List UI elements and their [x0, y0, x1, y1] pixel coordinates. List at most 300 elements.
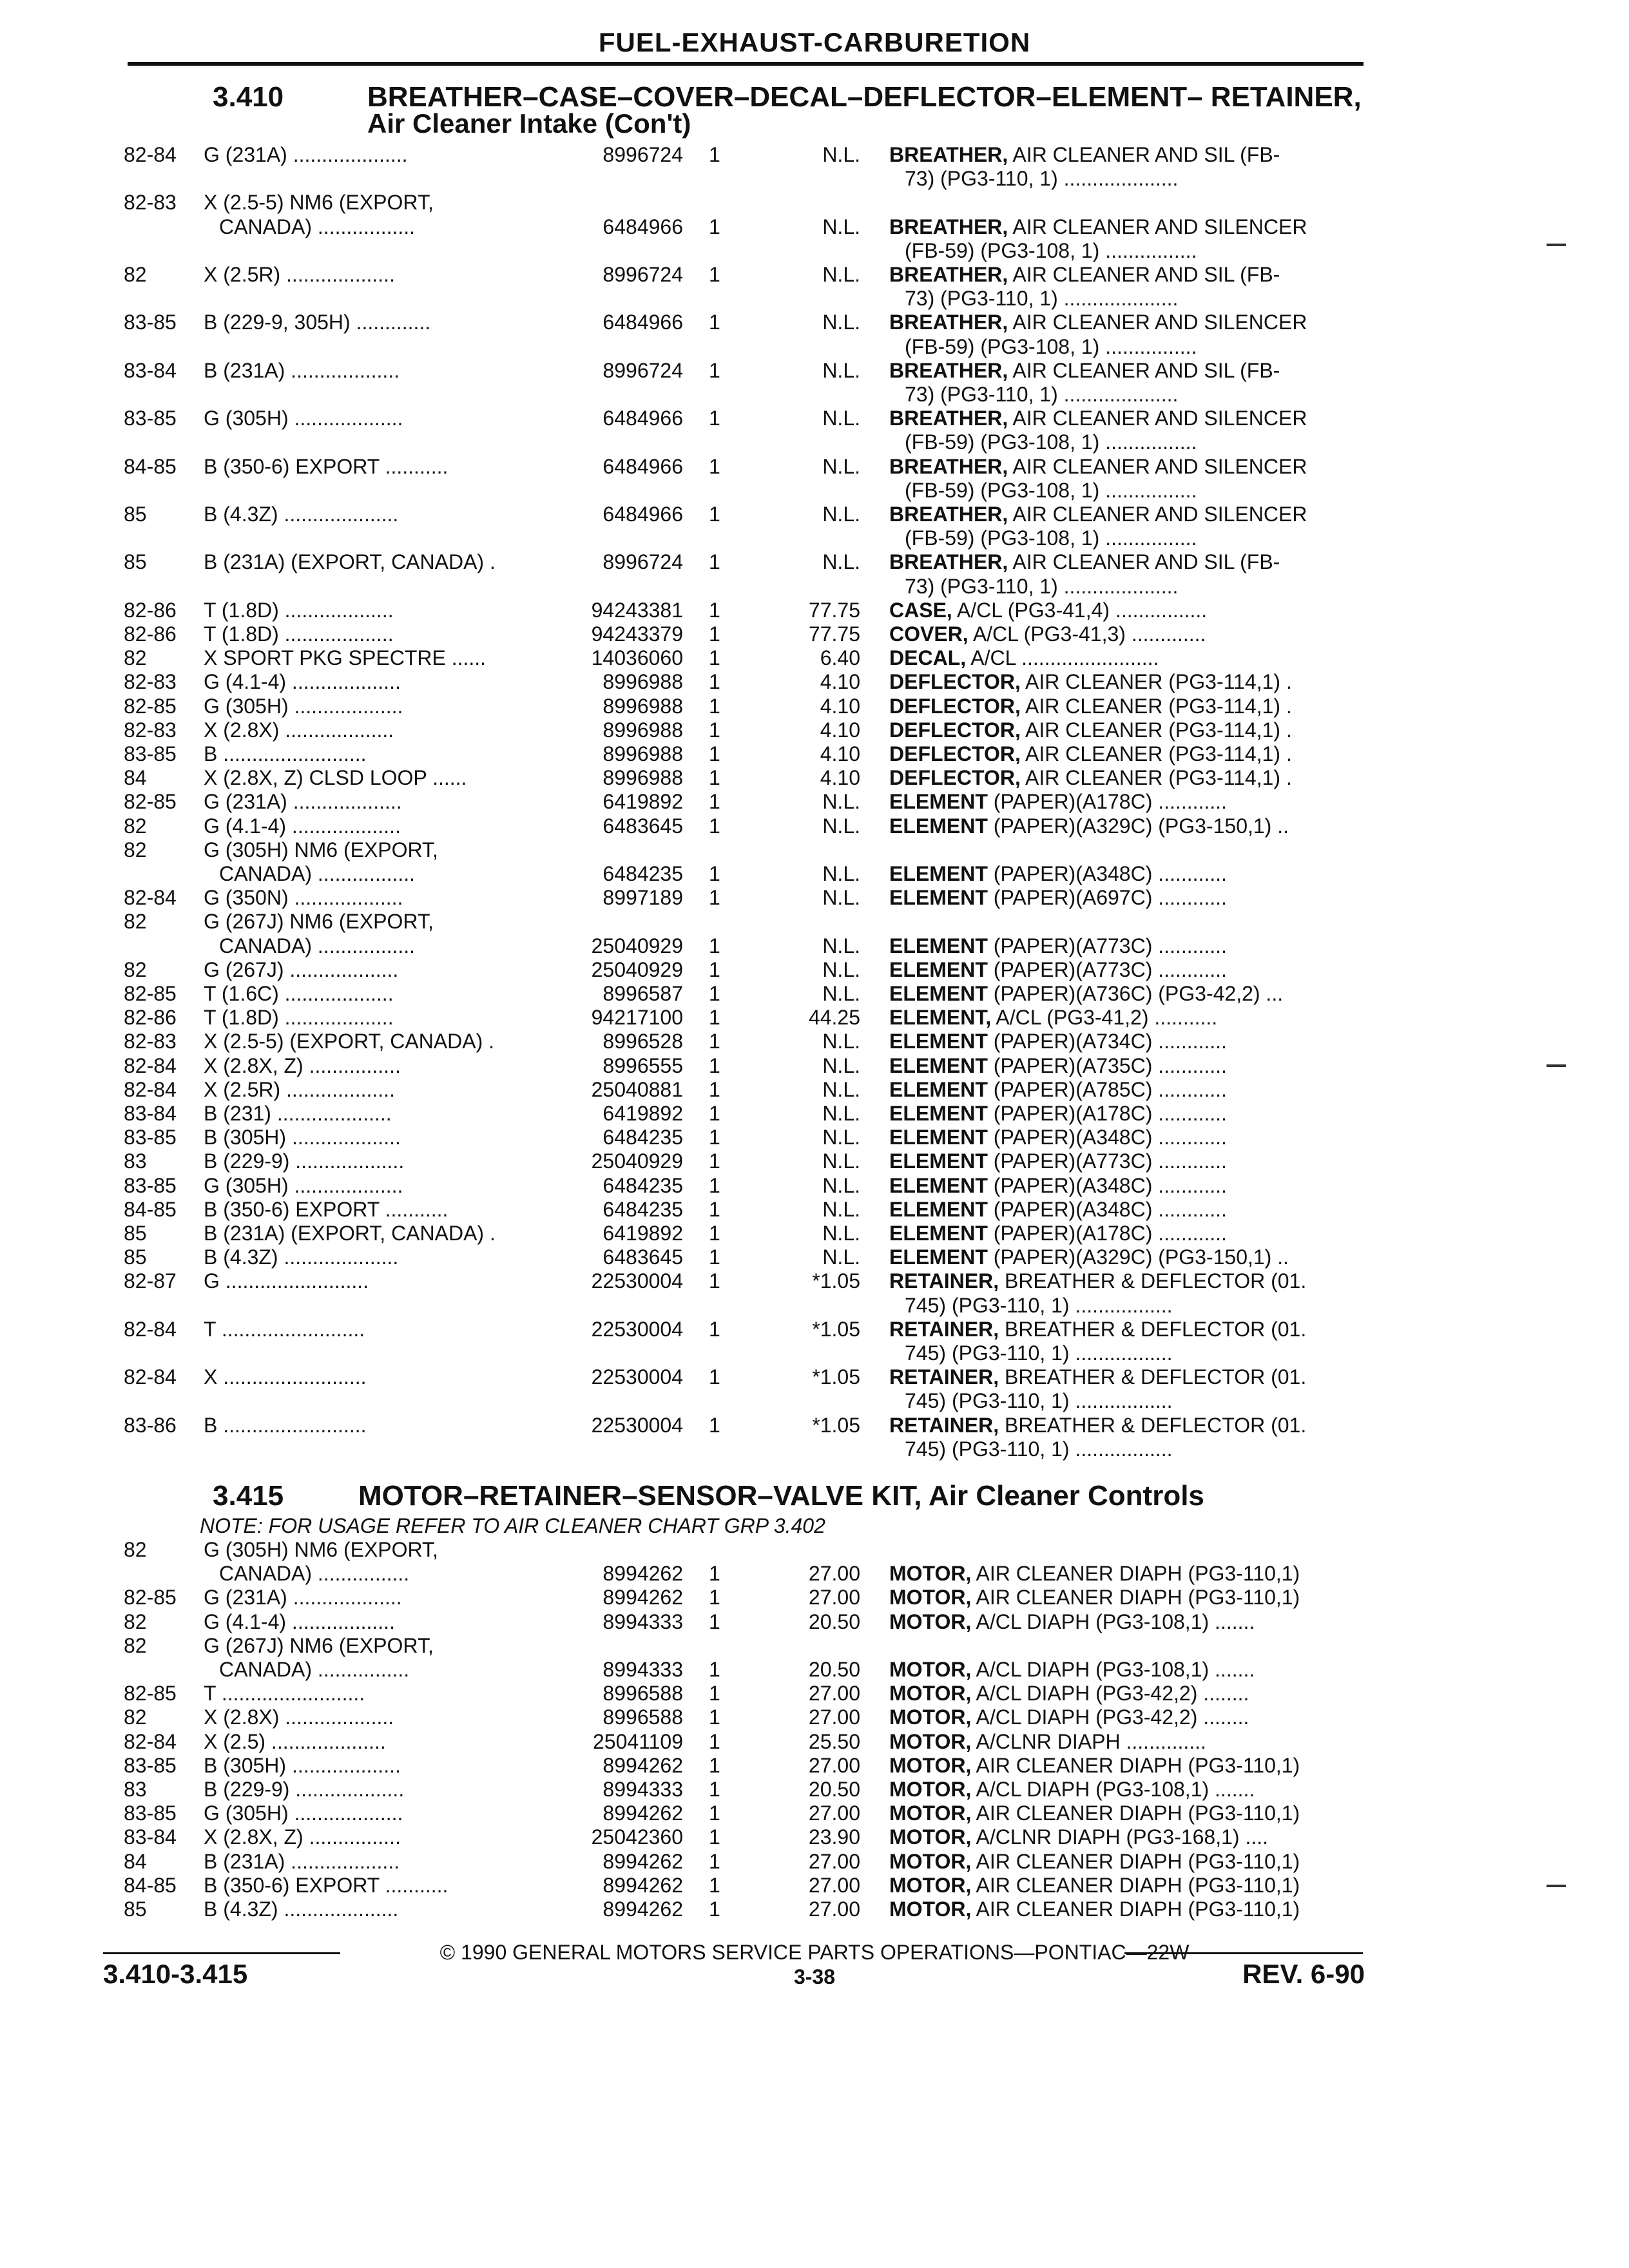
part-number: 8994262	[602, 1849, 683, 1873]
usage-description: G (231A) ...................	[204, 790, 402, 814]
part-number: 8996988	[602, 694, 683, 718]
part-name-keyword: COVER,	[889, 622, 969, 646]
quantity: 1	[709, 742, 720, 765]
part-name: MOTOR, AIR CLEANER DIAPH (PG3-110,1)	[889, 1562, 1300, 1586]
table-row	[0, 550, 1629, 598]
footer-page-number: 3-38	[793, 1965, 836, 1988]
model-years: 82-85	[124, 1586, 177, 1610]
price: N.L.	[822, 1030, 860, 1053]
part-name: ELEMENT (PAPER)(A348C) ............	[889, 1126, 1227, 1149]
quantity: 1	[709, 1053, 720, 1077]
usage-description: G (231A) ...................	[204, 1586, 402, 1610]
part-number: 6484966	[602, 454, 683, 478]
part-name: ELEMENT (PAPER)(A734C) ............	[889, 1030, 1227, 1053]
model-years: 85	[124, 1245, 147, 1269]
table-row	[0, 910, 1629, 957]
part-name: BREATHER, AIR CLEANER AND SILENCER	[889, 311, 1307, 334]
part-number: 25040881	[591, 1077, 683, 1101]
part-number: 8996988	[602, 718, 683, 742]
part-name: BREATHER, AIR CLEANER AND SIL (FB-	[889, 263, 1280, 286]
quantity: 1	[709, 1006, 720, 1030]
part-name: 745) (PG3-110, 1) .................	[905, 1437, 1173, 1461]
model-years: 85	[124, 1898, 147, 1921]
usage-description: G (267J) ...................	[204, 957, 399, 981]
quantity: 1	[709, 550, 720, 574]
table-row	[0, 1586, 1629, 1610]
part-name: MOTOR, A/CL DIAPH (PG3-108,1) .......	[889, 1657, 1255, 1681]
model-years: 82-84	[124, 143, 177, 166]
usage-description: T .........................	[204, 1682, 365, 1706]
part-number: 8994333	[602, 1657, 683, 1681]
usage-description: G (305H) ...................	[204, 407, 403, 430]
price: 4.10	[820, 694, 860, 718]
part-name-keyword: ELEMENT	[889, 814, 988, 838]
price: 27.00	[808, 1562, 860, 1586]
price: N.L.	[822, 454, 860, 478]
price: N.L.	[822, 1102, 860, 1125]
part-name: 73) (PG3-110, 1) ....................	[905, 287, 1179, 311]
usage-description: G (350N) ...................	[204, 886, 403, 910]
part-name-keyword: BREATHER,	[889, 263, 1008, 286]
table-row	[0, 1030, 1629, 1053]
part-number: 6484966	[602, 503, 683, 526]
model-years: 82	[124, 1706, 147, 1729]
table-row	[0, 958, 1629, 982]
price: N.L.	[822, 886, 860, 910]
quantity: 1	[709, 622, 720, 646]
usage-description: G (231A) ....................	[204, 143, 408, 166]
usage-description: X (2.8X, Z) ................	[204, 1053, 401, 1077]
part-number: 25040929	[591, 957, 683, 981]
part-number: 6419892	[602, 1222, 683, 1245]
model-years: 83-85	[124, 742, 177, 765]
usage-description: G (267J) NM6 (EXPORT,	[204, 910, 434, 934]
part-name: ELEMENT (PAPER)(A178C) ............	[889, 1222, 1227, 1245]
usage-description: T (1.6C) ...................	[204, 982, 394, 1005]
model-years: 82-84	[124, 1317, 177, 1341]
part-number: 8996988	[602, 670, 683, 694]
table-row	[0, 1538, 1629, 1586]
usage-description: T (1.8D) ...................	[204, 598, 394, 622]
part-name-keyword: MOTOR,	[889, 1802, 972, 1825]
usage-description: T .........................	[204, 1317, 365, 1341]
part-name: ELEMENT (PAPER)(A348C) ............	[889, 861, 1227, 885]
quantity: 1	[709, 1586, 720, 1610]
quantity: 1	[709, 1657, 720, 1681]
usage-description: B (231A) ...................	[204, 358, 400, 382]
part-name-keyword: DEFLECTOR,	[889, 670, 1021, 694]
quantity: 1	[709, 1825, 720, 1849]
price: 4.10	[820, 766, 860, 790]
price: 4.10	[820, 670, 860, 694]
price: 20.50	[808, 1610, 860, 1633]
quantity: 1	[709, 1729, 720, 1753]
usage-description: B (350-6) EXPORT ...........	[204, 454, 448, 478]
part-name: DECAL, A/CL ........................	[889, 646, 1159, 670]
part-name-keyword: ELEMENT	[889, 1245, 988, 1269]
part-number: 8996587	[602, 982, 683, 1005]
model-years: 83-85	[124, 1173, 177, 1197]
part-name-keyword: MOTOR,	[889, 1873, 972, 1897]
part-name-keyword: RETAINER,	[889, 1365, 999, 1389]
model-years: 84-85	[124, 1197, 177, 1221]
part-name-keyword: ELEMENT	[889, 1149, 988, 1173]
part-name-keyword: ELEMENT	[889, 1030, 988, 1053]
part-number: 8994333	[602, 1778, 683, 1801]
usage-description: B (231A) (EXPORT, CANADA) .	[204, 1222, 496, 1245]
part-number: 8996988	[602, 766, 683, 790]
quantity: 1	[709, 1197, 720, 1221]
model-years: 83-84	[124, 1102, 177, 1125]
part-name-keyword: MOTOR,	[889, 1682, 972, 1706]
part-number: 8994262	[602, 1753, 683, 1777]
table-row	[0, 1754, 1629, 1778]
model-years: 83	[124, 1149, 147, 1173]
part-number: 6419892	[602, 790, 683, 814]
model-years: 82	[124, 838, 147, 861]
usage-description: T (1.8D) ...................	[204, 622, 394, 646]
table-row	[0, 503, 1629, 550]
usage-description: CANADA) .................	[219, 215, 416, 238]
part-name-keyword: MOTOR,	[889, 1562, 972, 1586]
price: *1.05	[812, 1317, 860, 1341]
quantity: 1	[709, 1898, 720, 1921]
table-row	[0, 1222, 1629, 1245]
table-row	[0, 742, 1629, 766]
usage-description: B (305H) ...................	[204, 1126, 401, 1149]
part-name: DEFLECTOR, AIR CLEANER (PG3-114,1) .	[889, 766, 1292, 790]
quantity: 1	[709, 1269, 720, 1293]
part-name-keyword: ELEMENT,	[889, 1006, 992, 1030]
part-name-keyword: DEFLECTOR,	[889, 718, 1021, 742]
table-row	[0, 407, 1629, 454]
table-row	[0, 790, 1629, 814]
table-row	[0, 1126, 1629, 1149]
quantity: 1	[709, 358, 720, 382]
usage-description: X (2.5-5) (EXPORT, CANADA) .	[204, 1030, 495, 1053]
part-name: ELEMENT (PAPER)(A348C) ............	[889, 1197, 1227, 1221]
usage-description: B (4.3Z) ....................	[204, 1245, 399, 1269]
section-title: MOTOR–RETAINER–SENSOR–VALVE KIT, Air Cleaner Controls	[358, 1480, 1204, 1512]
price: N.L.	[822, 143, 860, 166]
price: 27.00	[808, 1586, 860, 1610]
price: 27.00	[808, 1849, 860, 1873]
table-row	[0, 455, 1629, 503]
part-name-keyword: BREATHER,	[889, 143, 1008, 166]
usage-description: CANADA) .................	[219, 861, 416, 885]
usage-description: X (2.8X, Z) ................	[204, 1825, 401, 1849]
part-name-keyword: DEFLECTOR,	[889, 742, 1021, 765]
part-number: 8996555	[602, 1053, 683, 1077]
usage-description: X (2.5R) ...................	[204, 1077, 395, 1101]
table-row	[0, 1898, 1629, 1921]
price: 77.75	[808, 622, 860, 646]
part-name: DEFLECTOR, AIR CLEANER (PG3-114,1) .	[889, 670, 1292, 694]
part-name-keyword: ELEMENT	[889, 1053, 988, 1077]
price: N.L.	[822, 1197, 860, 1221]
part-name: RETAINER, BREATHER & DEFLECTOR (01.	[889, 1365, 1307, 1389]
part-number: 6484235	[602, 1197, 683, 1221]
price: N.L.	[822, 814, 860, 838]
table-row	[0, 886, 1629, 910]
part-name-keyword: ELEMENT	[889, 1126, 988, 1149]
page-header: FUEL-EXHAUST-CARBURETION	[598, 27, 1031, 57]
price: N.L.	[822, 1222, 860, 1245]
table-row	[0, 1269, 1629, 1317]
table-row	[0, 1174, 1629, 1198]
footer-revision: REV. 6-90	[1242, 1959, 1365, 1989]
part-name-keyword: BREATHER,	[889, 311, 1008, 334]
table-row	[0, 1778, 1629, 1802]
part-name: BREATHER, AIR CLEANER AND SILENCER	[889, 503, 1307, 526]
part-name-keyword: ELEMENT	[889, 886, 988, 910]
quantity: 1	[709, 694, 720, 718]
model-years: 82-83	[124, 718, 177, 742]
part-number: 6484235	[602, 1173, 683, 1197]
part-number: 8996528	[602, 1030, 683, 1053]
margin-mark	[1547, 1064, 1566, 1067]
model-years: 83	[124, 1778, 147, 1801]
usage-description: G (4.1-4) ...................	[204, 814, 401, 838]
price: 27.00	[808, 1706, 860, 1729]
model-years: 83-85	[124, 311, 177, 334]
quantity: 1	[709, 1778, 720, 1801]
usage-description: X (2.8X) ...................	[204, 1706, 394, 1729]
part-number: 8994262	[602, 1898, 683, 1921]
part-name: BREATHER, AIR CLEANER AND SIL (FB-	[889, 550, 1280, 574]
price: 27.00	[808, 1873, 860, 1897]
part-name-keyword: DECAL,	[889, 646, 967, 670]
model-years: 82-85	[124, 694, 177, 718]
part-number: 22530004	[591, 1413, 683, 1437]
part-number: 8997189	[602, 886, 683, 910]
model-years: 83-85	[124, 1126, 177, 1149]
table-row	[0, 1802, 1629, 1825]
part-name: BREATHER, AIR CLEANER AND SILENCER	[889, 215, 1307, 238]
part-name-keyword: ELEMENT	[889, 982, 988, 1005]
part-name: MOTOR, A/CLNR DIAPH ..............	[889, 1729, 1206, 1753]
quantity: 1	[709, 886, 720, 910]
part-name: 73) (PG3-110, 1) ....................	[905, 382, 1179, 406]
part-name: ELEMENT (PAPER)(A697C) ............	[889, 886, 1227, 910]
usage-note: NOTE: FOR USAGE REFER TO AIR CLEANER CHART GRP 3.402	[200, 1514, 825, 1537]
part-name-keyword: ELEMENT	[889, 1102, 988, 1125]
quantity: 1	[709, 1365, 720, 1389]
price: N.L.	[822, 861, 860, 885]
part-name: ELEMENT (PAPER)(A773C) ............	[889, 957, 1227, 981]
model-years: 82-86	[124, 1006, 177, 1030]
usage-description: G (4.1-4) ...................	[204, 670, 401, 694]
quantity: 1	[709, 1413, 720, 1437]
part-name: BREATHER, AIR CLEANER AND SIL (FB-	[889, 143, 1280, 166]
price: N.L.	[822, 934, 860, 957]
quantity: 1	[709, 215, 720, 238]
part-name-keyword: MOTOR,	[889, 1610, 972, 1633]
part-number: 22530004	[591, 1365, 683, 1389]
part-name: BREATHER, AIR CLEANER AND SILENCER	[889, 454, 1307, 478]
price: 44.25	[808, 1006, 860, 1030]
part-name-keyword: BREATHER,	[889, 407, 1008, 430]
usage-description: X .........................	[204, 1365, 367, 1389]
table-row	[0, 311, 1629, 358]
part-name: MOTOR, A/CL DIAPH (PG3-108,1) .......	[889, 1778, 1255, 1801]
quantity: 1	[709, 407, 720, 430]
part-name: MOTOR, A/CL DIAPH (PG3-42,2) ........	[889, 1682, 1249, 1706]
table-row	[0, 1318, 1629, 1365]
price: 20.50	[808, 1657, 860, 1681]
table-row	[0, 1610, 1629, 1634]
quantity: 1	[709, 598, 720, 622]
table-row	[0, 1149, 1629, 1173]
quantity: 1	[709, 1102, 720, 1125]
part-name: RETAINER, BREATHER & DEFLECTOR (01.	[889, 1269, 1307, 1293]
model-years: 83-84	[124, 358, 177, 382]
part-name: DEFLECTOR, AIR CLEANER (PG3-114,1) .	[889, 742, 1292, 765]
section-subtitle: Air Cleaner Intake (Con't)	[367, 108, 691, 139]
table-row	[0, 1078, 1629, 1102]
usage-description: G (267J) NM6 (EXPORT,	[204, 1633, 434, 1657]
part-name: MOTOR, AIR CLEANER DIAPH (PG3-110,1)	[889, 1849, 1300, 1873]
usage-description: B .........................	[204, 742, 367, 765]
price: 27.00	[808, 1753, 860, 1777]
price: 25.50	[808, 1729, 860, 1753]
part-name: ELEMENT (PAPER)(A785C) ............	[889, 1077, 1227, 1101]
part-number: 6484235	[602, 1126, 683, 1149]
part-name-keyword: ELEMENT	[889, 1173, 988, 1197]
margin-mark	[1547, 244, 1566, 246]
usage-description: B (229-9) ...................	[204, 1149, 405, 1173]
quantity: 1	[709, 1149, 720, 1173]
part-name: (FB-59) (PG3-108, 1) ................	[905, 238, 1197, 262]
part-number: 94243379	[591, 622, 683, 646]
usage-description: CANADA) ................	[219, 1657, 410, 1681]
part-name-keyword: BREATHER,	[889, 358, 1008, 382]
table-row	[0, 814, 1629, 838]
table-row	[0, 599, 1629, 622]
model-years: 82-86	[124, 598, 177, 622]
part-name: ELEMENT (PAPER)(A773C) ............	[889, 1149, 1227, 1173]
model-years: 82-85	[124, 790, 177, 814]
price: 4.10	[820, 742, 860, 765]
part-name-keyword: ELEMENT	[889, 861, 988, 885]
quantity: 1	[709, 1317, 720, 1341]
model-years: 84-85	[124, 1873, 177, 1897]
usage-description: B (350-6) EXPORT ...........	[204, 1197, 448, 1221]
model-years: 82-83	[124, 191, 177, 215]
quantity: 1	[709, 718, 720, 742]
usage-description: B (229-9, 305H) .............	[204, 311, 431, 334]
quantity: 1	[709, 766, 720, 790]
part-name-keyword: ELEMENT	[889, 1197, 988, 1221]
table-row	[0, 1245, 1629, 1269]
part-name: MOTOR, AIR CLEANER DIAPH (PG3-110,1)	[889, 1753, 1300, 1777]
model-years: 85	[124, 503, 147, 526]
model-years: 85	[124, 1222, 147, 1245]
table-row	[0, 1874, 1629, 1898]
model-years: 82-85	[124, 1682, 177, 1706]
part-name: ELEMENT (PAPER)(A736C) (PG3-42,2) ...	[889, 982, 1284, 1005]
quantity: 1	[709, 1222, 720, 1245]
model-years: 83-85	[124, 1753, 177, 1777]
usage-description: G (305H) ...................	[204, 1802, 403, 1825]
part-name: 745) (PG3-110, 1) .................	[905, 1341, 1173, 1365]
table-row	[0, 143, 1629, 191]
part-name: ELEMENT (PAPER)(A329C) (PG3-150,1) ..	[889, 814, 1289, 838]
quantity: 1	[709, 670, 720, 694]
price: 6.40	[820, 646, 860, 670]
table-row	[0, 359, 1629, 407]
usage-description: B (229-9) ...................	[204, 1778, 405, 1801]
table-row	[0, 1730, 1629, 1754]
price: N.L.	[822, 358, 860, 382]
model-years: 82	[124, 1633, 147, 1657]
part-name-keyword: ELEMENT	[889, 1222, 988, 1245]
price: N.L.	[822, 407, 860, 430]
model-years: 83-85	[124, 1802, 177, 1825]
price: *1.05	[812, 1413, 860, 1437]
part-name-keyword: ELEMENT	[889, 934, 988, 957]
table-row	[0, 191, 1629, 263]
quantity: 1	[709, 1173, 720, 1197]
table-row	[0, 838, 1629, 886]
part-number: 8996724	[602, 550, 683, 574]
part-name-keyword: MOTOR,	[889, 1825, 972, 1849]
price: 20.50	[808, 1778, 860, 1801]
usage-description: B .........................	[204, 1413, 367, 1437]
price: 27.00	[808, 1802, 860, 1825]
usage-description: T (1.8D) ...................	[204, 1006, 394, 1030]
usage-description: G (305H) ...................	[204, 694, 403, 718]
part-name: ELEMENT, A/CL (PG3-41,2) ...........	[889, 1006, 1218, 1030]
price: N.L.	[822, 1126, 860, 1149]
part-name-keyword: MOTOR,	[889, 1657, 972, 1681]
quantity: 1	[709, 957, 720, 981]
table-row	[0, 622, 1629, 646]
part-name: MOTOR, AIR CLEANER DIAPH (PG3-110,1)	[889, 1802, 1300, 1825]
quantity: 1	[709, 1682, 720, 1706]
table-row	[0, 982, 1629, 1006]
table-row	[0, 1365, 1629, 1413]
usage-description: X (2.5) ....................	[204, 1729, 386, 1753]
price: N.L.	[822, 311, 860, 334]
part-name-keyword: ELEMENT	[889, 957, 988, 981]
usage-description: G (305H) NM6 (EXPORT,	[204, 1538, 438, 1561]
part-name: COVER, A/CL (PG3-41,3) .............	[889, 622, 1206, 646]
price: 77.75	[808, 598, 860, 622]
price: 27.00	[808, 1682, 860, 1706]
usage-description: X SPORT PKG SPECTRE ......	[204, 646, 487, 670]
usage-description: B (4.3Z) ....................	[204, 503, 399, 526]
quantity: 1	[709, 1873, 720, 1897]
model-years: 82-83	[124, 670, 177, 694]
part-number: 8994262	[602, 1586, 683, 1610]
price: N.L.	[822, 1053, 860, 1077]
price: 27.00	[808, 1898, 860, 1921]
price: N.L.	[822, 982, 860, 1005]
part-number: 8996724	[602, 263, 683, 286]
price: N.L.	[822, 790, 860, 814]
model-years: 82-84	[124, 1077, 177, 1101]
table-row	[0, 695, 1629, 718]
part-number: 8994262	[602, 1802, 683, 1825]
part-name: 745) (PG3-110, 1) .................	[905, 1389, 1173, 1413]
usage-description: CANADA) .................	[219, 934, 416, 957]
usage-description: B (350-6) EXPORT ...........	[204, 1873, 448, 1897]
model-years: 82-84	[124, 1365, 177, 1389]
part-number: 6419892	[602, 1102, 683, 1125]
table-row	[0, 1682, 1629, 1706]
quantity: 1	[709, 263, 720, 286]
